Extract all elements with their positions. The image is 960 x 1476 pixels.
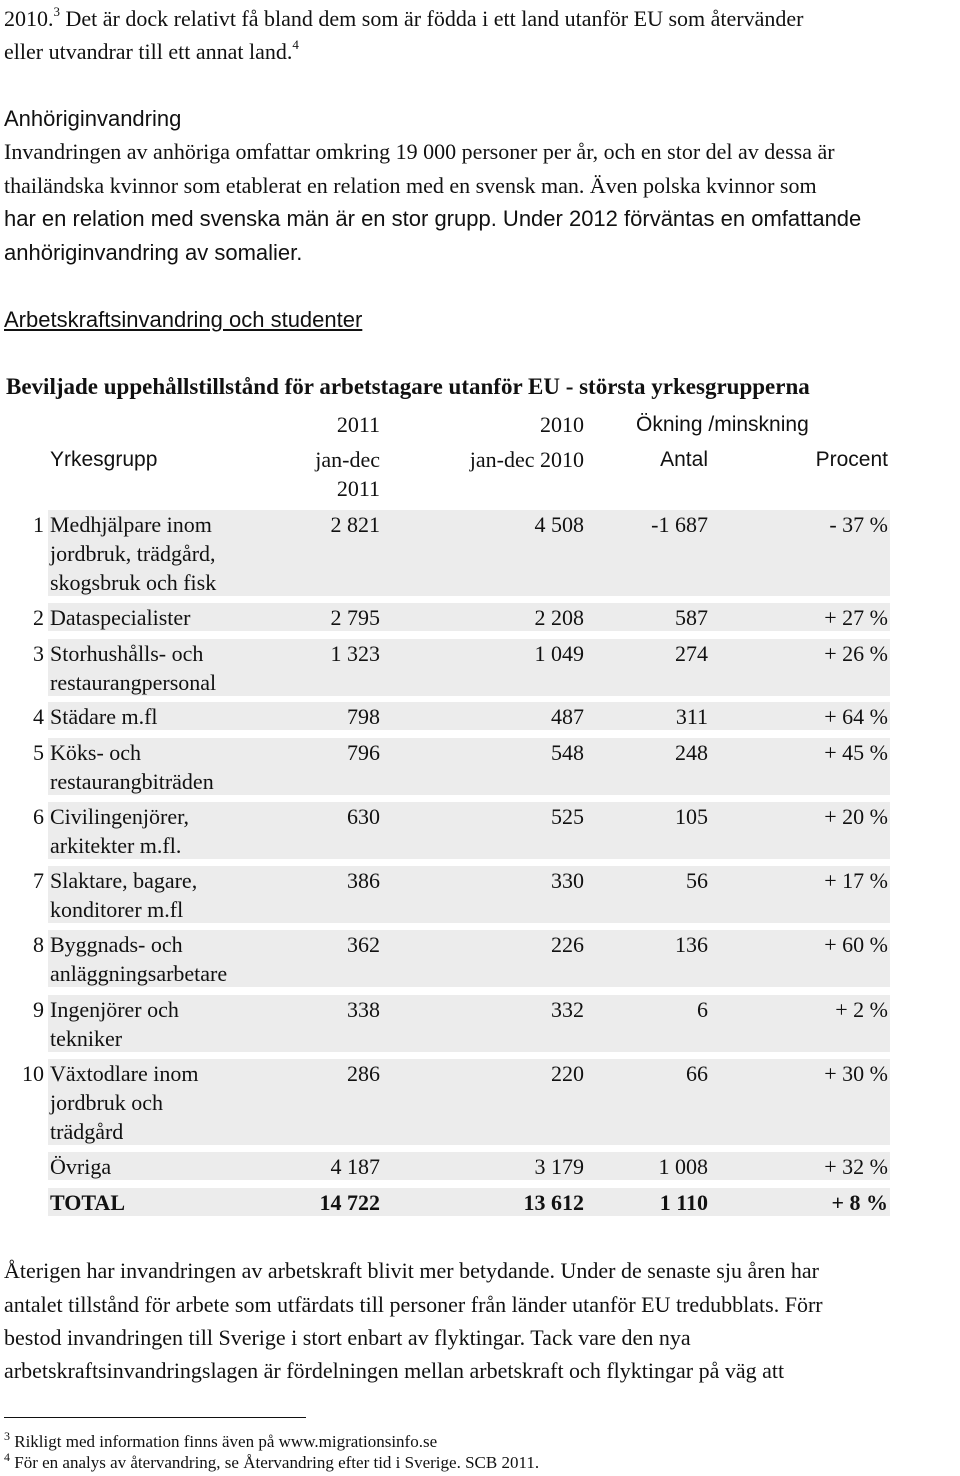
value-2010: 3 179 — [534, 1154, 584, 1179]
occupation-group: TOTAL — [50, 1190, 125, 1215]
intro-text: Det är dock relativt få bland dem som är födda i ett land utanför EU som återvänder — [60, 6, 804, 31]
change-percent: - 37 % — [829, 512, 888, 537]
intro-text: 2010. — [4, 6, 54, 31]
change-count: 311 — [675, 704, 708, 729]
change-count: 105 — [675, 804, 708, 829]
occupation-group: restaurangbiträden — [50, 769, 214, 794]
column-header-group: Yrkesgrupp — [50, 448, 158, 471]
paragraph-line: anhöriginvandring av somalier. — [4, 240, 303, 265]
change-percent: + 27 % — [824, 605, 888, 630]
value-2011: 386 — [347, 868, 380, 893]
intro-line-2 — [4, 37, 299, 70]
change-percent: + 30 % — [824, 1061, 888, 1086]
column-header-2010: jan-dec 2010 — [469, 447, 584, 472]
occupation-group: konditorer m.fl — [50, 897, 184, 922]
occupation-group: Övriga — [50, 1154, 112, 1179]
row-number: 8 — [33, 932, 44, 957]
row-number: 2 — [33, 605, 44, 630]
paragraph-line: Återigen har invandringen av arbetskraft blivit mer betydande. Under de senaste sju åren har — [4, 1258, 819, 1283]
footnote-mark: 4 — [4, 1450, 10, 1464]
occupation-group: arkitekter m.fl. — [50, 833, 182, 858]
footnote-text: För en analys av återvandring, se Återvandring efter tid i Sverige. SCB 2011. — [10, 1453, 540, 1472]
value-2010: 1 049 — [534, 641, 584, 666]
row-number: 3 — [33, 641, 44, 666]
change-count: -1 687 — [651, 512, 708, 537]
change-count: 56 — [686, 868, 708, 893]
value-2011: 362 — [347, 932, 380, 957]
paragraph-line: Invandringen av anhöriga omfattar omkring 19 000 personer per år, och en stor del av dessa är — [4, 139, 835, 164]
paragraph-line: har en relation med svenska män är en stor grupp. Under 2012 förväntas en omfattande — [4, 206, 862, 231]
value-2011: 1 323 — [330, 641, 380, 666]
row-number: 10 — [22, 1061, 44, 1086]
occupation-group: jordbruk och — [50, 1090, 164, 1115]
occupation-group: Städare m.fl — [50, 704, 158, 729]
occupation-group: Köks- och — [50, 740, 142, 765]
value-2010: 487 — [551, 704, 584, 729]
change-percent: + 60 % — [824, 932, 888, 957]
occupation-group: Växtodlare inom — [50, 1061, 199, 1086]
row-number: 9 — [33, 997, 44, 1022]
value-2011: 2 795 — [330, 605, 380, 630]
column-header-antal: Antal — [660, 448, 708, 471]
value-2011: 630 — [347, 804, 380, 829]
value-2011: 796 — [347, 740, 380, 765]
value-2010: 2 208 — [534, 605, 584, 630]
value-2011: 286 — [347, 1061, 380, 1086]
row-number: 1 — [33, 512, 44, 537]
paragraph-line: arbetskraftsinvandringslagen är fördelningen mellan arbetskraft och flyktingar på väg att — [4, 1358, 785, 1383]
section-heading-family: Anhöriginvandring — [4, 106, 182, 131]
change-percent: + 26 % — [824, 641, 888, 666]
occupation-group: Byggnads- och — [50, 932, 183, 957]
change-percent: + 20 % — [824, 804, 888, 829]
intro-line-1 — [4, 4, 803, 37]
change-percent: + 17 % — [824, 868, 888, 893]
intro-text: eller utvandrar till ett annat land. — [4, 39, 293, 64]
footnote-mark: 3 — [4, 1429, 10, 1443]
value-2010: 548 — [551, 740, 584, 765]
paragraph-line: antalet tillstånd för arbete som utfärdats till personer från länder utanför EU tredubblats. Förr — [4, 1292, 823, 1317]
change-count: 1 008 — [658, 1154, 708, 1179]
change-count: 66 — [686, 1061, 708, 1086]
row-number: 6 — [33, 804, 44, 829]
change-count: 136 — [675, 932, 708, 957]
occupation-group: anläggningsarbetare — [50, 961, 228, 986]
change-count: 1 110 — [659, 1190, 708, 1215]
occupation-group: Ingenjörer och — [50, 997, 179, 1022]
value-2011: 14 722 — [319, 1190, 380, 1215]
footnote-ref-3[interactable]: 3 — [53, 4, 60, 19]
row-number: 5 — [33, 740, 44, 765]
row-number: 4 — [33, 704, 44, 729]
occupation-group: jordbruk, trädgård, — [50, 541, 216, 566]
value-2010: 332 — [551, 997, 584, 1022]
value-2011: 2 821 — [330, 512, 380, 537]
change-count: 587 — [675, 605, 708, 630]
change-percent: + 45 % — [824, 740, 888, 765]
occupation-group: Civilingenjörer, — [50, 804, 190, 829]
table-title: Beviljade uppehållstillstånd för arbetstagare utanför EU - största yrkesgrupperna — [6, 374, 810, 399]
change-count: 248 — [675, 740, 708, 765]
section-heading-labor: Arbetskraftsinvandring och studenter — [4, 307, 363, 332]
header-year-2011: 2011 — [336, 412, 380, 437]
footnote-4 — [4, 1450, 540, 1474]
value-2010: 4 508 — [534, 512, 584, 537]
value-2010: 220 — [551, 1061, 584, 1086]
column-header-procent: Procent — [815, 448, 888, 471]
occupation-group: skogsbruk och fisk — [50, 570, 217, 595]
value-2011: 4 187 — [330, 1154, 380, 1179]
value-2011: 338 — [347, 997, 380, 1022]
change-percent: + 64 % — [824, 704, 888, 729]
value-2010: 330 — [551, 868, 584, 893]
value-2010: 13 612 — [523, 1190, 584, 1215]
row-number: 7 — [33, 868, 44, 893]
footnote-divider — [4, 1417, 306, 1418]
column-header-2011-year: 2011 — [336, 476, 380, 501]
change-percent: + 8 % — [831, 1190, 888, 1215]
occupation-group: tekniker — [50, 1026, 123, 1051]
column-header-2011: jan-dec — [315, 447, 380, 472]
footnote-ref-4[interactable]: 4 — [292, 37, 299, 52]
change-count: 6 — [697, 997, 708, 1022]
header-year-2010: 2010 — [540, 412, 584, 437]
occupation-group: trädgård — [50, 1119, 124, 1144]
header-change: Ökning /minskning — [636, 413, 809, 436]
value-2011: 798 — [347, 704, 380, 729]
occupation-group: Dataspecialister — [50, 605, 191, 630]
change-count: 274 — [675, 641, 708, 666]
occupation-group: Slaktare, bagare, — [50, 868, 198, 893]
occupation-group: restaurangpersonal — [50, 670, 217, 695]
value-2010: 525 — [551, 804, 584, 829]
change-percent: + 32 % — [824, 1154, 888, 1179]
occupation-group: Medhjälpare inom — [50, 512, 212, 537]
footnote-3 — [4, 1429, 438, 1453]
paragraph-line: thailändska kvinnor som etablerat en relation med en svensk man. Även polska kvinnor som — [4, 173, 817, 198]
value-2010: 226 — [551, 932, 584, 957]
change-percent: + 2 % — [835, 997, 888, 1022]
occupation-group: Storhushålls- och — [50, 641, 204, 666]
footnote-text: Rikligt med information finns även på www.migrationsinfo.se — [10, 1432, 438, 1451]
paragraph-line: bestod invandringen till Sverige i stort enbart av flyktingar. Tack vare den nya — [4, 1325, 691, 1350]
